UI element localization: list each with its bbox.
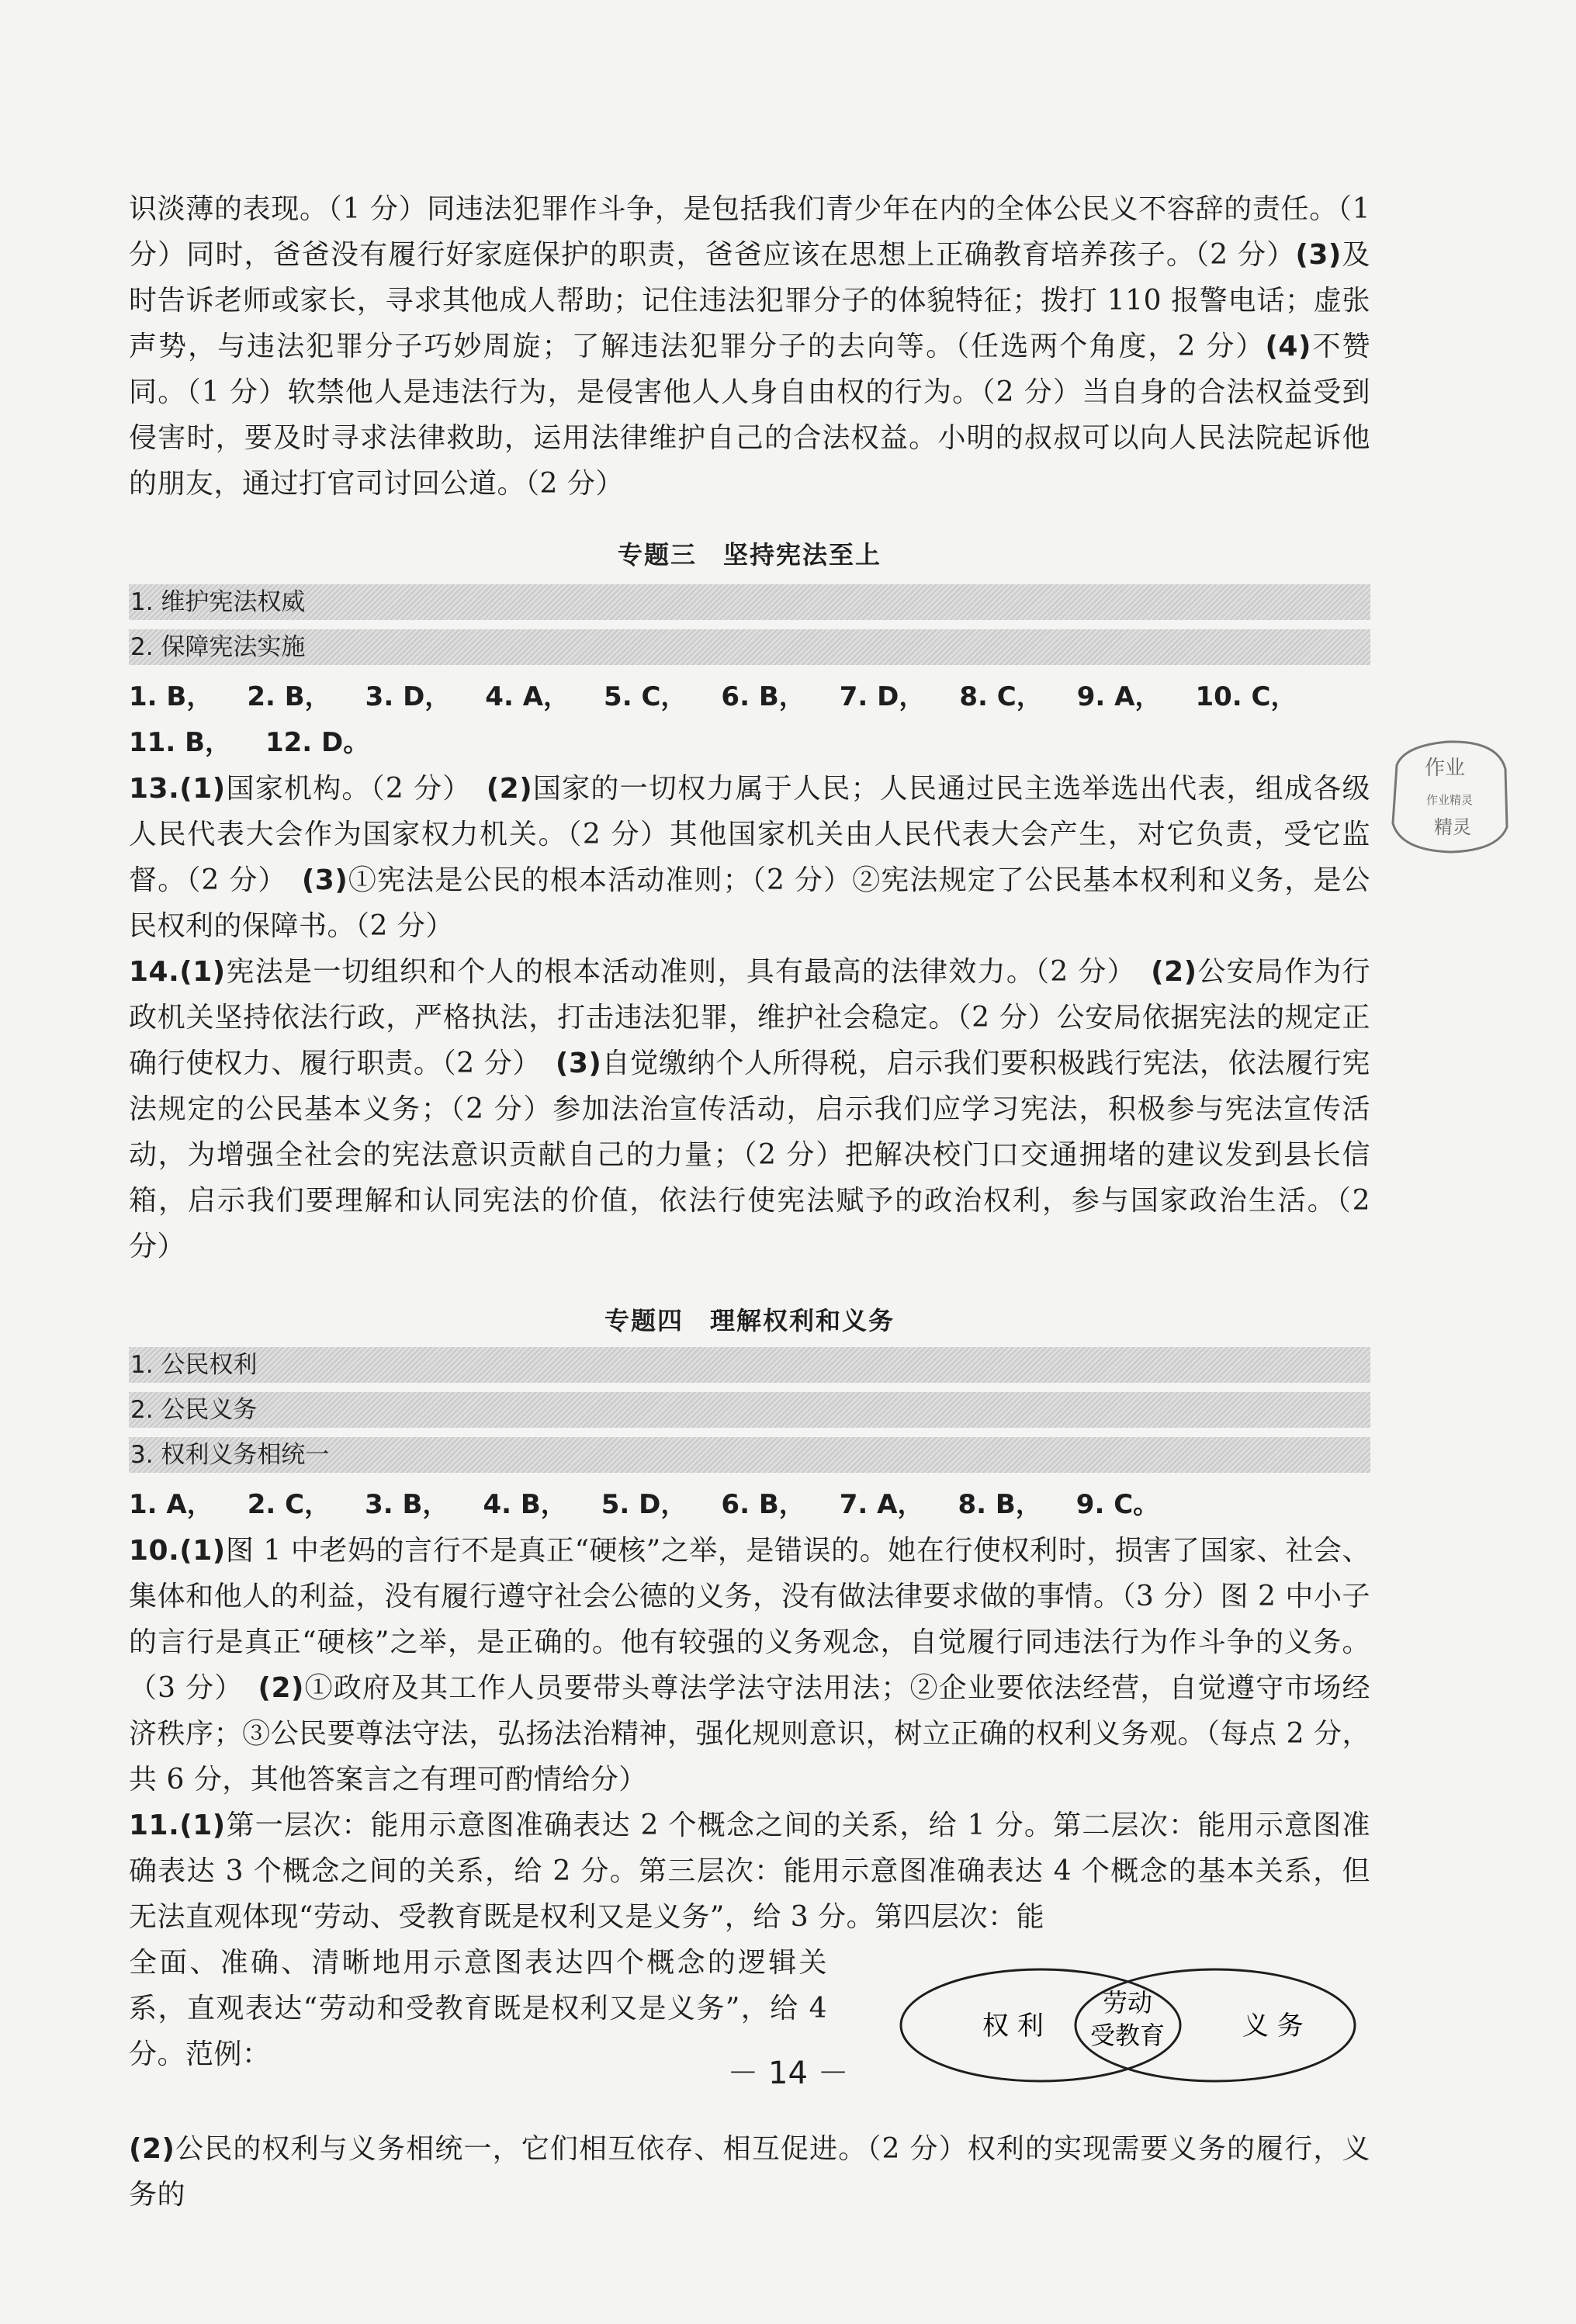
q13-answer: 13.(1)国家机构。（2 分） (2)国家的一切权力属于人民；人民通过民主选举选出代表，组成各级人民代表大会作为国家权力机关。（2 分）其他国家机关由人民代表大会产生，对它负责，受它监督。（2 分） (3)①宪法是公民的根本活动准则；（2 分）②宪法规定了公民基本权利和义务，是公民权利的保障书。（2 分） (129, 773, 1370, 942)
topic4-title: 专题四 理解权利和义务 (604, 1306, 895, 1335)
venn-left-label: 权 利 (982, 2011, 1044, 2042)
q14-answer: 14.(1)宪法是一切组织和个人的根本活动准则，具有最高的法律效力。（2 分） (2)公安局作为行政机关坚持依法行政，严格执法，打击违法犯罪，维护社会稳定。（2 分）公安局依据宪法的规定正确行使权力、履行职责。（2 分） (3)自觉缴纳个人所得税，启示我们要积极践行宪法，依法履行宪法规定的公民基本义务；（2 分）参加法治宣传活动，启示我们应学习宪法，积极参与宪法宣传活动，为增强全社会的宪法意识贡献自己的力量；（2 分）把解决校门口交通拥堵的建议发到县长信箱，启示我们要理解和认同宪法的价值，依法行使宪法赋予的政治权利，参与国家政治生活。（2 分） (129, 956, 1370, 1262)
section-band: 2. 保障宪法实施 (129, 629, 1370, 665)
topic4-mc-answers: 1. A， 2. C， 3. B， 4. B， 5. D， 6. B， 7. A， 8. B， 9. C。 (129, 1489, 1160, 1520)
venn-center-line2: 受教育 (1089, 2021, 1166, 2050)
answer-page (129, 186, 1370, 2218)
topic3-title: 专题三 坚持宪法至上 (617, 540, 882, 570)
stamp-line3: 精灵 (1434, 816, 1471, 838)
q11-diagram-block (129, 1940, 1370, 2126)
q10-answer: 10.(1)图 1 中老妈的言行不是真正“硬核”之举，是错误的。她在行使权利时，损害了国家、社会、集体和他人的利益，没有履行遵守社会公德的义务，没有做法律要求做的事情。（3 分）图 2 中小子的言行是真正“硬核”之举，是正确的。他有较强的义务观念，自觉履行同违法行为作斗争的义务。（3 分） (2)①政府及其工作人员要带头尊法学法守法用法；②企业要依法经营，自觉遵守市场经济秩序；③公民要尊法守法，弘扬法治精神，强化规则意识，树立正确的权利义务观。（每点 2 分，共 6 分，其他答案言之有理可酌情给分） (129, 1535, 1370, 1796)
section-band: 1. 维护宪法权威 (129, 584, 1370, 620)
q11-answer-part1: 11.(1)第一层次：能用示意图准确表达 2 个概念之间的关系，给 1 分。第二层次：能用示意图准确表达 3 个概念之间的关系，给 2 分。第三层次：能用示意图准确表达 4 个概念的基本关系，但无法直观体现“劳动、受教育既是权利又是义务”，给 3 分。第四层次：能 (129, 1810, 1370, 1933)
q11-answer-part3: (2)公民的权利与义务相统一，它们相互依存、相互促进。（2 分）权利的实现需要义务的履行，义务的 (129, 2133, 1370, 2211)
topic3-mc-answers: 1. B， 2. B， 3. D， 4. A， 5. C， 6. B， 7. D， 8. C， 9. A， 10. C，11. B， 12. D。 (129, 681, 1297, 758)
stamp-line2: 作业精灵 (1425, 793, 1474, 807)
q11-answer-part2: 全面、准确、清晰地用示意图表达四个概念的逻辑关系，直观表达“劳动和受教育既是权利又是义务”，给 4 分。范例： (129, 1947, 827, 2070)
venn-right-label: 义 务 (1242, 2011, 1304, 2042)
section-band: 1. 公民权利 (129, 1347, 1370, 1383)
watermark-stamp (1381, 734, 1513, 858)
venn-center-line1: 劳动 (1102, 1988, 1153, 2017)
section-band: 2. 公民义务 (129, 1392, 1370, 1428)
stamp-line1: 作业 (1424, 757, 1466, 780)
page-number: － 14 － (727, 2056, 849, 2091)
intro-paragraph: 识淡薄的表现。（1 分）同违法犯罪作斗争，是包括我们青少年在内的全体公民义不容辞的责任。（1 分）同时，爸爸没有履行好家庭保护的职责，爸爸应该在思想上正确教育培养孩子。（2 分）(3)及时告诉老师或家长，寻求其他成人帮助；记住违法犯罪分子的体貌特征；拨打 110 报警电话；虚张声势，与违法犯罪分子巧妙周旋；了解违法犯罪分子的去向等。（任选两个角度，2 分）(4)不赞同。（1 分）软禁他人是违法行为，是侵害他人人身自由权的行为。（2 分）当自身的合法权益受到侵害时，要及时寻求法律救助，运用法律维护自己的合法权益。小明的叔叔可以向人民法院起诉他的朋友，通过打官司讨回公道。（2 分） (129, 193, 1370, 500)
section-band: 3. 权利义务相统一 (129, 1437, 1370, 1473)
